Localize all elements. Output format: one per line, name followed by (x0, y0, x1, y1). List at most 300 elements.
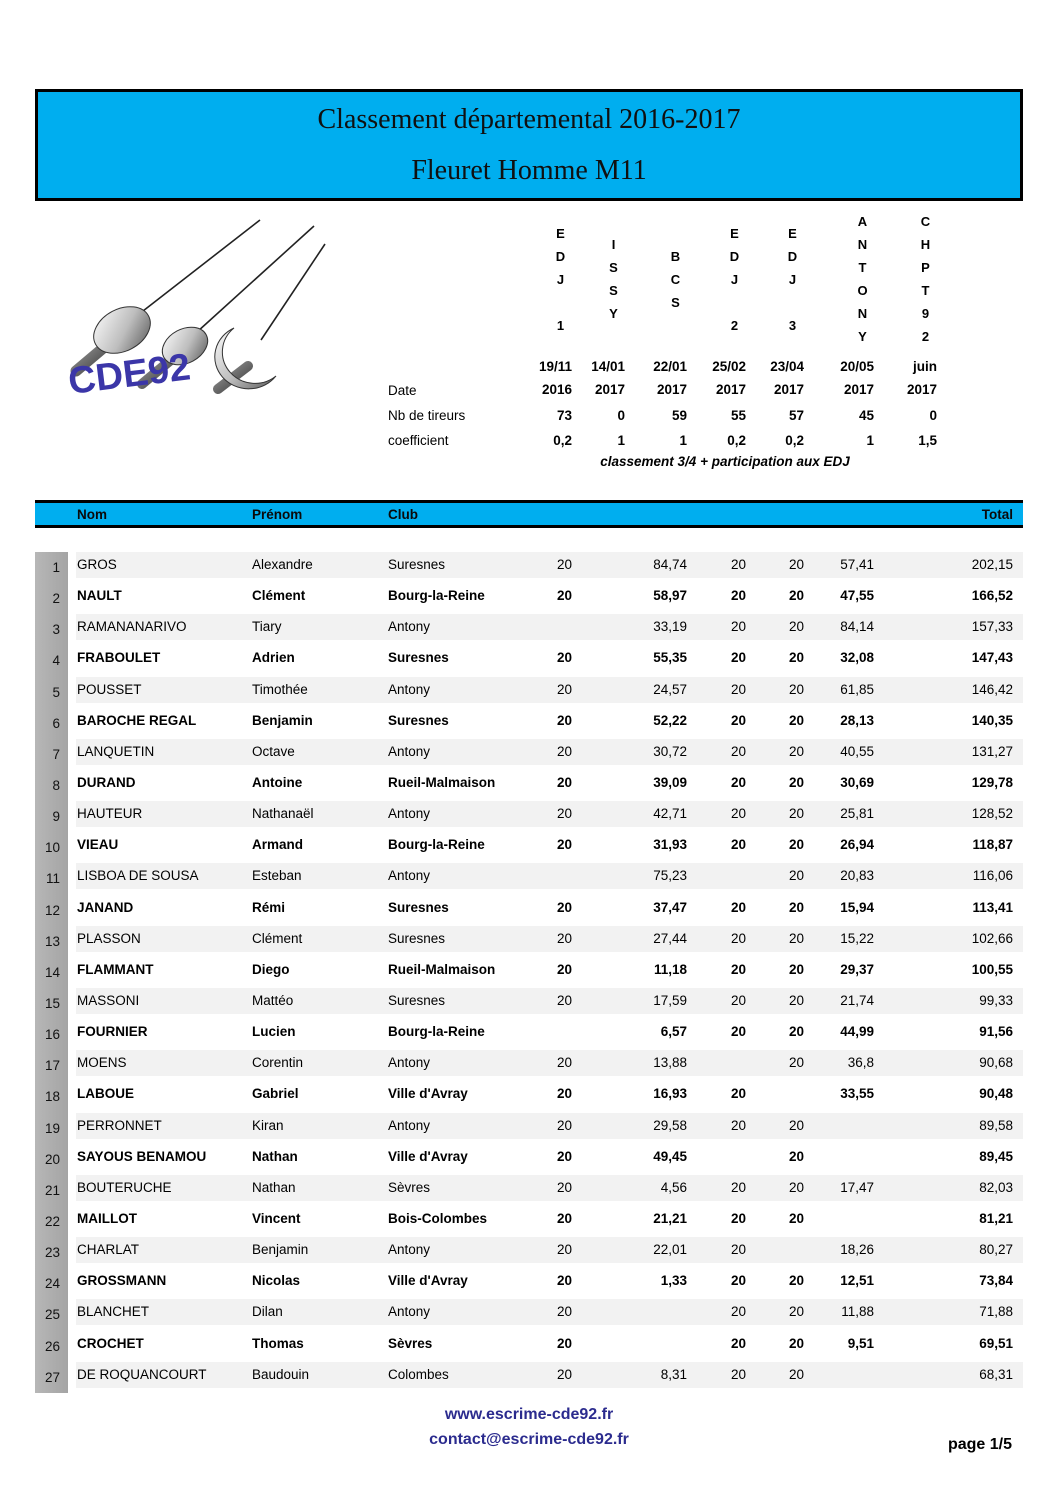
event-date-bcs: 22/01 2017 (653, 359, 687, 397)
score-cell-bcs: 31,93 (653, 837, 687, 853)
table-row (35, 677, 1023, 708)
prenom-cell: Nathan (252, 1179, 296, 1195)
nom-cell: BOUTERUCHE (77, 1179, 172, 1195)
score-cell-bcs: 24,57 (653, 681, 687, 697)
score-cell-edj3: 20 (788, 806, 804, 822)
score-cell-edj1: 20 (556, 650, 572, 666)
score-cell-edj1: 20 (556, 806, 572, 822)
nom-cell: CHARLAT (77, 1242, 140, 1258)
club-cell: Antony (388, 1242, 431, 1258)
score-cell-chpt92 (877, 1019, 940, 1045)
score-cell-issy (575, 1299, 628, 1325)
score-cell-chpt92 (877, 708, 940, 734)
event-tireurs-issy: 0 (617, 408, 625, 423)
event-tireurs-edj1: 73 (556, 408, 572, 423)
club-cell: Suresnes (388, 712, 449, 728)
event-date-issy: 14/01 2017 (591, 359, 625, 397)
rank-cell: 5 (35, 677, 68, 708)
club-cell: Sèvres (388, 1179, 431, 1195)
score-cell-chpt92 (877, 1175, 940, 1201)
prenom-cell: Alexandre (252, 557, 313, 572)
score-cell-edj1: 20 (556, 992, 572, 1008)
table-row (35, 863, 1023, 894)
score-cell-edj1: 20 (556, 837, 572, 853)
score-cell-chpt92 (877, 1362, 940, 1388)
event-label-letters: B C S (670, 248, 681, 310)
event-label-edj3 (749, 203, 807, 355)
score-cell-issy (575, 1113, 628, 1139)
score-cell-antony: 40,55 (840, 743, 874, 759)
score-cell-issy (575, 645, 628, 671)
score-cell-antony: 17,47 (840, 1179, 874, 1195)
score-cell-edj1: 20 (556, 557, 572, 572)
score-cell-bcs: 39,09 (653, 774, 687, 790)
rank-cell: 16 (35, 1019, 68, 1050)
score-cell-edj2: 20 (730, 681, 746, 697)
prenom-cell: Benjamin (252, 712, 313, 728)
total-cell: 90,48 (979, 1086, 1013, 1102)
score-cell-edj1: 20 (556, 1335, 572, 1351)
score-cell-antony: 18,26 (840, 1242, 874, 1258)
club-cell: Antony (388, 619, 431, 635)
score-cell-issy (575, 677, 628, 703)
event-label-chpt92 (877, 203, 940, 355)
score-cell-edj2: 20 (730, 1117, 746, 1133)
row-band (76, 1144, 1023, 1170)
score-cell-edj3: 20 (788, 1148, 804, 1164)
score-cell-edj2: 20 (730, 774, 746, 790)
score-cell-antony: 36,8 (847, 1055, 874, 1071)
table-row (35, 583, 1023, 614)
score-cell-bcs: 1,33 (660, 1273, 687, 1289)
row-band (76, 1019, 1023, 1045)
rank-cell: 20 (35, 1144, 68, 1175)
nom-cell: LISBOA DE SOUSA (77, 868, 199, 884)
club-cell: Bois-Colombes (388, 1210, 488, 1226)
score-cell-edj3: 20 (788, 681, 804, 697)
event-label-letters: I S S Y (609, 237, 618, 321)
score-cell-bcs: 37,47 (653, 899, 687, 915)
total-cell: 146,42 (971, 681, 1013, 697)
rank-cell: 15 (35, 988, 68, 1019)
score-cell-edj2: 20 (730, 588, 746, 604)
rank-cell: 17 (35, 1050, 68, 1081)
score-cell-edj3: 20 (788, 774, 804, 790)
score-cell-chpt92 (877, 1081, 940, 1107)
club-cell: Antony (388, 681, 431, 697)
table-row (35, 1113, 1023, 1144)
rank-cell: 12 (35, 895, 68, 926)
event-label-letters: C H P T 9 2 (920, 214, 931, 344)
score-cell-bcs: 30,72 (653, 743, 687, 759)
score-cell-antony: 11,88 (841, 1304, 874, 1320)
total-cell: 147,43 (971, 650, 1013, 666)
score-cell-edj3: 20 (788, 837, 804, 853)
score-cell-edj3: 20 (788, 961, 804, 977)
event-label-letters: E D J 1 (555, 225, 566, 333)
score-cell-bcs: 21,21 (653, 1210, 687, 1226)
event-label-edj2 (690, 203, 749, 355)
score-cell-chpt92 (877, 895, 940, 921)
prenom-cell: Mattéo (252, 992, 294, 1008)
score-cell-issy (575, 1206, 628, 1232)
event-tireurs-chpt92: 0 (929, 408, 937, 423)
score-cell-edj2 (690, 1144, 749, 1170)
score-cell-chpt92 (877, 1299, 940, 1325)
rank-cell: 14 (35, 957, 68, 988)
score-cell-antony: 30,69 (840, 774, 874, 790)
score-cell-antony (807, 1362, 877, 1388)
score-cell-edj3: 20 (788, 1055, 804, 1071)
document-subtitle: Fleuret Homme M11 (411, 155, 647, 186)
total-cell: 102,66 (971, 930, 1013, 946)
score-cell-antony: 25,81 (840, 806, 874, 822)
score-cell-chpt92 (877, 614, 940, 640)
ranking-table (35, 552, 1023, 1393)
score-cell-edj3: 20 (788, 899, 804, 915)
total-cell: 113,41 (972, 899, 1013, 915)
score-cell-bcs: 29,58 (653, 1117, 687, 1133)
contact-email-link[interactable]: contact@escrime-cde92.fr (429, 1431, 629, 1448)
nom-cell: BAROCHE REGAL (77, 712, 197, 728)
total-cell: 131,27 (971, 743, 1013, 759)
nom-cell: DURAND (77, 774, 136, 790)
score-cell-issy (575, 770, 628, 796)
score-cell-edj1: 20 (556, 1117, 572, 1133)
score-cell-antony: 32,08 (840, 650, 874, 666)
table-row (35, 1019, 1023, 1050)
score-cell-issy (575, 988, 628, 1014)
total-cell: 73,84 (979, 1273, 1013, 1289)
club-cell: Bourg-la-Reine (388, 588, 485, 604)
score-cell-bcs: 42,71 (653, 806, 687, 822)
score-cell-edj1: 20 (556, 1242, 572, 1258)
table-row (35, 614, 1023, 645)
score-cell-chpt92 (877, 1144, 940, 1170)
score-cell-bcs: 27,44 (653, 930, 687, 946)
header-total: Total (981, 506, 1013, 522)
prenom-cell: Tiary (252, 619, 282, 635)
nom-cell: PERRONNET (77, 1117, 162, 1133)
total-cell: 82,03 (979, 1179, 1013, 1195)
score-cell-bcs: 4,56 (660, 1179, 687, 1195)
nom-cell: FOURNIER (77, 1024, 148, 1040)
row-band (76, 895, 1023, 921)
header-prenom: Prénom (252, 506, 303, 522)
tireurs-row-label: Nb de tireurs (388, 408, 466, 423)
row-band (76, 677, 1023, 703)
score-cell-bcs: 22,01 (653, 1242, 687, 1258)
table-row (35, 1268, 1023, 1299)
table-row (35, 1331, 1023, 1362)
score-cell-issy (575, 1268, 628, 1294)
score-cell-edj1: 20 (556, 712, 572, 728)
score-cell-edj2: 20 (730, 1210, 746, 1226)
score-cell-chpt92 (877, 770, 940, 796)
prenom-cell: Nathanaël (252, 806, 314, 822)
score-cell-bcs: 52,22 (653, 712, 687, 728)
nom-cell: MOENS (77, 1055, 127, 1071)
table-row (35, 832, 1023, 863)
score-cell-edj3: 20 (788, 1179, 804, 1195)
rank-cell: 8 (35, 770, 68, 801)
row-band (76, 832, 1023, 858)
score-cell-edj2: 20 (730, 992, 746, 1008)
club-cell: Antony (388, 1117, 431, 1133)
total-cell: 202,15 (971, 557, 1013, 572)
table-row (35, 770, 1023, 801)
score-cell-edj3: 20 (788, 868, 804, 884)
score-cell-issy (575, 552, 628, 578)
score-cell-edj3: 20 (788, 930, 804, 946)
nom-cell: FRABOULET (77, 650, 161, 666)
row-band (76, 614, 1023, 640)
event-label-bcs (628, 203, 690, 355)
score-cell-bcs: 17,59 (653, 992, 687, 1008)
score-cell-edj3: 20 (788, 1366, 804, 1382)
table-row (35, 645, 1023, 676)
score-cell-issy (575, 708, 628, 734)
table-row (35, 1237, 1023, 1268)
row-band (76, 1237, 1023, 1263)
event-coef-issy: 1 (617, 433, 625, 448)
score-cell-antony: 84,14 (840, 619, 874, 635)
score-cell-edj1: 20 (556, 774, 572, 790)
score-cell-edj1: 20 (556, 1366, 572, 1382)
club-cell: Rueil-Malmaison (388, 961, 496, 977)
score-cell-edj2 (690, 1050, 749, 1076)
score-cell-antony: 26,94 (840, 837, 874, 853)
event-label-antony (807, 203, 877, 355)
score-cell-issy (575, 1175, 628, 1201)
row-band (76, 863, 1023, 889)
website-link[interactable]: www.escrime-cde92.fr (444, 1406, 614, 1423)
prenom-cell: Timothée (252, 681, 308, 697)
nom-cell: GROSSMANN (77, 1273, 167, 1289)
score-cell-edj3: 20 (788, 992, 804, 1008)
score-cell-antony: 57,41 (840, 557, 874, 572)
nom-cell: HAUTEUR (77, 806, 143, 822)
score-cell-chpt92 (877, 1268, 940, 1294)
score-cell-edj2: 20 (730, 899, 746, 915)
score-cell-edj3: 20 (788, 1210, 804, 1226)
row-band (76, 1113, 1023, 1139)
row-band (76, 988, 1023, 1014)
table-row (35, 739, 1023, 770)
club-cell: Bourg-la-Reine (388, 1024, 485, 1040)
rank-cell: 7 (35, 739, 68, 770)
score-cell-chpt92 (877, 1113, 940, 1139)
table-row (35, 1175, 1023, 1206)
event-tireurs-edj2: 55 (730, 408, 746, 423)
row-band (76, 957, 1023, 983)
score-cell-edj1 (530, 863, 575, 889)
title-banner (35, 89, 1023, 201)
score-cell-antony: 12,51 (840, 1273, 874, 1289)
total-cell: 68,31 (979, 1366, 1013, 1382)
nom-cell: MASSONI (77, 992, 140, 1008)
coefficient-row (35, 428, 1023, 453)
score-cell-edj2: 20 (730, 1024, 746, 1040)
row-band (76, 1050, 1023, 1076)
club-cell: Suresnes (388, 930, 446, 946)
rank-cell: 1 (35, 552, 68, 583)
score-cell-antony: 47,55 (840, 588, 874, 604)
nom-cell: SAYOUS BENAMOU (77, 1148, 207, 1164)
score-cell-edj2: 20 (730, 557, 746, 572)
score-cell-edj3 (749, 1081, 807, 1107)
score-cell-edj1 (530, 1019, 575, 1045)
score-cell-edj2: 20 (730, 1304, 746, 1320)
total-cell: 99,33 (979, 992, 1013, 1008)
score-cell-edj1: 20 (556, 1210, 572, 1226)
nom-cell: LABOUE (77, 1086, 134, 1102)
score-cell-edj3: 20 (788, 588, 804, 604)
club-cell: Ville d'Avray (388, 1148, 468, 1164)
table-row (35, 895, 1023, 926)
event-date-chpt92: juin 2017 (906, 359, 937, 397)
rank-cell: 2 (35, 583, 68, 614)
score-cell-chpt92 (877, 801, 940, 827)
total-cell: 80,27 (979, 1242, 1013, 1258)
total-cell: 157,33 (971, 619, 1013, 635)
rank-cell: 4 (35, 645, 68, 676)
score-cell-bcs (628, 1299, 690, 1325)
score-cell-issy (575, 832, 628, 858)
score-cell-edj1: 20 (556, 1055, 572, 1071)
total-cell: 81,21 (979, 1210, 1013, 1226)
event-tireurs-bcs: 59 (671, 408, 687, 423)
rank-cell: 24 (35, 1268, 68, 1299)
score-cell-issy (575, 957, 628, 983)
prenom-cell: Adrien (252, 650, 295, 666)
table-row (35, 957, 1023, 988)
table-row (35, 1050, 1023, 1081)
rank-cell: 22 (35, 1206, 68, 1237)
prenom-cell: Clément (252, 588, 306, 604)
score-cell-antony: 33,55 (840, 1086, 874, 1102)
event-label-issy (575, 203, 628, 355)
nom-cell: VIEAU (77, 837, 119, 853)
nom-cell: BLANCHET (77, 1304, 150, 1320)
score-cell-antony: 29,37 (840, 961, 874, 977)
score-cell-bcs: 33,19 (653, 619, 687, 635)
prenom-cell: Nicolas (252, 1273, 301, 1289)
score-cell-issy (575, 614, 628, 640)
row-band (76, 1362, 1023, 1388)
prenom-cell: Antoine (252, 774, 303, 790)
score-cell-edj2: 20 (730, 1335, 746, 1351)
score-cell-edj2: 20 (730, 743, 746, 759)
score-cell-chpt92 (877, 863, 940, 889)
score-cell-bcs: 16,93 (653, 1086, 687, 1102)
score-cell-antony: 44,99 (840, 1024, 874, 1040)
prenom-cell: Thomas (252, 1335, 304, 1351)
score-cell-bcs: 49,45 (653, 1148, 687, 1164)
row-band (76, 583, 1023, 609)
score-cell-edj3: 20 (788, 1304, 804, 1320)
prenom-cell: Vincent (252, 1210, 301, 1226)
row-band (76, 1268, 1023, 1294)
events-meta (35, 203, 1023, 481)
club-cell: Antony (388, 1055, 431, 1071)
prenom-cell: Baudouin (252, 1366, 310, 1382)
score-cell-edj2: 20 (730, 619, 746, 635)
event-date-edj1: 19/11 2016 (538, 359, 572, 397)
score-cell-antony: 61,85 (840, 681, 874, 697)
score-cell-antony: 28,13 (840, 712, 874, 728)
nom-cell: LANQUETIN (77, 743, 155, 759)
rank-cell: 25 (35, 1299, 68, 1330)
nom-cell: JANAND (77, 899, 134, 915)
score-cell-issy (575, 1144, 628, 1170)
score-cell-bcs: 55,35 (653, 650, 687, 666)
score-cell-antony: 20,83 (840, 868, 874, 884)
score-cell-chpt92 (877, 926, 940, 952)
club-cell: Ville d'Avray (388, 1086, 468, 1102)
header-club: Club (388, 506, 418, 522)
prenom-cell: Kiran (252, 1117, 284, 1133)
club-cell: Suresnes (388, 899, 449, 915)
dates-row (35, 355, 1023, 403)
rank-cell: 9 (35, 801, 68, 832)
score-cell-edj3: 20 (788, 712, 804, 728)
score-cell-bcs: 58,97 (653, 588, 687, 604)
total-cell: 69,51 (979, 1335, 1013, 1351)
score-cell-antony: 15,94 (840, 899, 874, 915)
club-cell: Antony (388, 743, 431, 759)
score-cell-edj2: 20 (730, 1242, 746, 1258)
score-cell-antony: 21,74 (840, 992, 874, 1008)
score-cell-bcs: 11,18 (653, 961, 687, 977)
score-cell-antony: 9,51 (847, 1335, 874, 1351)
score-cell-bcs: 75,23 (653, 868, 687, 884)
rank-cell: 23 (35, 1237, 68, 1268)
score-cell-edj2: 20 (730, 930, 746, 946)
total-cell: 91,56 (979, 1024, 1013, 1040)
event-label-letters: A N T O N Y (857, 214, 868, 344)
prenom-cell: Benjamin (252, 1242, 309, 1258)
prenom-cell: Nathan (252, 1148, 298, 1164)
document-title: Classement départemental 2016-2017 (317, 104, 741, 135)
total-cell: 128,52 (971, 806, 1013, 822)
row-band (76, 739, 1023, 765)
score-cell-edj1: 20 (556, 961, 572, 977)
score-cell-edj3: 20 (788, 1273, 804, 1289)
club-cell: Suresnes (388, 992, 446, 1008)
score-cell-edj2: 20 (730, 712, 746, 728)
score-cell-edj3: 20 (788, 650, 804, 666)
score-cell-antony (807, 1144, 877, 1170)
score-cell-chpt92 (877, 552, 940, 578)
event-label-letters: E D J 2 (729, 225, 740, 333)
nom-cell: MAILLOT (77, 1210, 137, 1226)
club-cell: Suresnes (388, 557, 446, 572)
score-cell-antony (807, 1206, 877, 1232)
event-coef-chpt92: 1,5 (918, 433, 937, 448)
score-cell-edj1: 20 (556, 743, 572, 759)
event-coef-antony: 1 (866, 433, 874, 448)
score-cell-issy (575, 1362, 628, 1388)
table-row (35, 926, 1023, 957)
score-cell-chpt92 (877, 645, 940, 671)
club-cell: Colombes (388, 1366, 449, 1382)
score-cell-bcs (628, 1331, 690, 1357)
total-cell: 140,35 (971, 712, 1013, 728)
nom-cell: NAULT (77, 588, 122, 604)
total-cell: 166,52 (971, 588, 1013, 604)
score-cell-antony (807, 1113, 877, 1139)
